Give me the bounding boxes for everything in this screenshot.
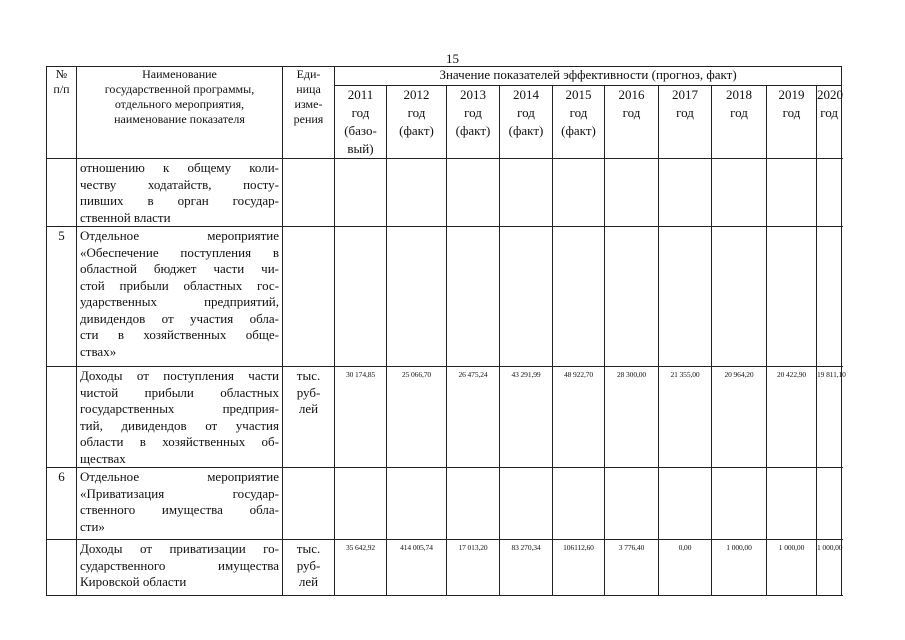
header-year-sub: год: [464, 105, 482, 120]
row-number: [47, 159, 77, 227]
row-name-line: ударственных предприятий,: [80, 294, 279, 309]
value-cell-2020: [817, 159, 842, 227]
value-cell-2017: [659, 159, 712, 227]
value-cell-2020: [817, 227, 842, 367]
value-cell-2014: [500, 367, 553, 468]
indicators-table: [46, 66, 846, 596]
value-cell-2015: [553, 367, 605, 468]
header-name-line1: Наименование: [142, 67, 217, 81]
table-row: [47, 367, 842, 468]
header-year-sub: (факт): [455, 123, 491, 138]
row-name-line: отношению к общему коли-: [80, 160, 279, 175]
value-text: 20 964,20: [724, 370, 754, 379]
value-cell-2017: [659, 540, 712, 596]
row-unit-line: тыс.: [296, 368, 321, 383]
row-unit: [283, 159, 335, 227]
header-year-sub: (факт): [561, 123, 596, 138]
header-name-line2: государственной программы,: [104, 82, 255, 96]
value-text: 25 066,70: [401, 370, 432, 379]
table-row: [47, 468, 842, 540]
value-text: 414 005,74: [400, 543, 433, 552]
header-year-2014: [500, 86, 553, 159]
table-row: [47, 540, 842, 596]
value-cell-2012: [387, 540, 447, 596]
row-name-line: чистой прибыли областных: [80, 384, 279, 400]
row-unit-line: тыс.: [296, 541, 321, 556]
header-year-label: 2019: [778, 87, 805, 102]
row-name-line: Доходы от поступления части: [80, 368, 279, 383]
value-cell-2020: [817, 367, 846, 468]
value-cell-2011: [335, 159, 387, 227]
header-name-line3: отдельного мероприятия,: [114, 97, 245, 111]
header-year-label: 2012: [403, 87, 430, 102]
row-unit-line: руб-: [296, 384, 321, 400]
value-cell-2019: [767, 468, 817, 540]
value-text: 1 000,00: [726, 543, 752, 552]
header-year-label: 2017: [672, 87, 698, 102]
header-unit-line2: ница: [296, 82, 321, 96]
header-year-2016: [605, 86, 659, 159]
value-text: 26 475,24: [458, 370, 488, 379]
header-num-line1: №: [55, 67, 68, 81]
value-text: 17 013,20: [458, 543, 488, 552]
row-unit: [283, 540, 335, 596]
value-cell-2020: [817, 468, 842, 540]
header-year-2013: [447, 86, 500, 159]
value-cell-2016: [605, 468, 659, 540]
row-name-line: ственного имущества обла-: [80, 502, 279, 517]
header-num-line2: п/п: [53, 82, 70, 96]
row-name: [77, 367, 283, 468]
header-unit-cell: [283, 67, 335, 159]
value-cell-2013: [447, 367, 500, 468]
row-name: [77, 159, 283, 227]
header-year-2020: [817, 86, 842, 159]
value-cell-2017: [659, 367, 712, 468]
header-year-label: 2018: [726, 87, 752, 102]
value-cell-2019: [767, 540, 817, 596]
row-name-line: «Приватизация государ-: [80, 485, 279, 501]
row-name-line: областной бюджет части чи-: [80, 261, 279, 276]
value-text: 43 291,99: [511, 370, 541, 379]
value-cell-2015: [553, 468, 605, 540]
value-cell-2013: [447, 159, 500, 227]
value-cell-2019: [767, 159, 817, 227]
value-text: 0,00: [678, 543, 692, 552]
value-cell-2014: [500, 468, 553, 540]
value-cell-2014: [500, 540, 553, 596]
row-name-line: «Обеспечение поступления в: [80, 244, 279, 260]
row-unit: [283, 468, 335, 540]
value-cell-2014: [500, 227, 553, 367]
header-year-sub: год: [676, 105, 694, 120]
row-name-line: ществах: [80, 450, 126, 466]
row-name-line: дивидендов от участия обла-: [80, 310, 279, 326]
row-unit: [283, 227, 335, 367]
row-unit: [283, 367, 335, 468]
header-name-line4: наименование показателя: [114, 112, 245, 126]
table-row: [47, 227, 842, 367]
row-name-line: пивших в орган государ-: [80, 193, 279, 208]
row-name-line: сти»: [80, 518, 105, 534]
value-cell-2013: [447, 227, 500, 367]
row-name: [77, 540, 283, 596]
row-name: [77, 227, 283, 367]
header-year-sub: год: [820, 105, 838, 120]
value-cell-2014: [500, 159, 553, 227]
value-cell-2012: [387, 159, 447, 227]
row-name-line: сти в хозяйственных обще-: [80, 327, 279, 342]
value-cell-2020: [817, 540, 842, 596]
header-values-title: Значение показателей эффективности (прогноз, факт): [335, 67, 842, 86]
value-text: 1 000,00: [817, 543, 843, 552]
value-cell-2015: [553, 159, 605, 227]
row-name-line: области в хозяйственных об-: [80, 434, 279, 449]
value-cell-2013: [447, 540, 500, 596]
value-cell-2016: [605, 540, 659, 596]
header-year-sub: год: [622, 105, 641, 120]
value-cell-2018: [712, 367, 767, 468]
header-year-label: 2014: [513, 87, 539, 102]
row-name-line: честву ходатайств, посту-: [80, 176, 279, 192]
value-cell-2012: [387, 227, 447, 367]
value-cell-2016: [605, 159, 659, 227]
header-year-sub: год: [351, 105, 370, 120]
value-text: 30 174,85: [345, 370, 376, 379]
value-text: 21 355,00: [670, 370, 700, 379]
value-cell-2011: [335, 540, 387, 596]
value-text: 3 776,40: [618, 543, 645, 552]
header-unit-line3: изме-: [294, 97, 323, 111]
header-year-label: 2015: [565, 87, 592, 102]
header-unit-line1: Еди-: [296, 67, 321, 81]
page-number: 15: [446, 51, 459, 66]
row-name-line: ственной власти: [80, 209, 171, 225]
header-unit-line4: рения: [293, 112, 324, 126]
header-year-sub: год: [569, 105, 588, 120]
header-year-2015: [553, 86, 605, 159]
value-cell-2019: [767, 227, 817, 367]
header-year-label: 2016: [618, 87, 645, 102]
table-row: [47, 159, 842, 227]
value-cell-2015: [553, 540, 605, 596]
value-cell-2011: [335, 227, 387, 367]
row-name-line: Отдельное мероприятие: [80, 228, 279, 243]
row-unit-line: руб-: [296, 557, 321, 573]
value-cell-2017: [659, 227, 712, 367]
value-cell-2019: [767, 367, 817, 468]
row-number: 6: [47, 468, 77, 540]
value-cell-2013: [447, 468, 500, 540]
header-year-sub: год: [782, 105, 801, 120]
row-name: [77, 468, 283, 540]
header-year-2017: [659, 86, 712, 159]
header-year-label: 2013: [460, 87, 486, 102]
value-text: 20 422,90: [776, 370, 807, 379]
row-unit-line: лей: [298, 401, 319, 416]
value-cell-2016: [605, 227, 659, 367]
value-cell-2018: [712, 540, 767, 596]
row-name-line: сударственного имущества: [80, 557, 279, 573]
value-cell-2011: [335, 468, 387, 540]
value-cell-2016: [605, 367, 659, 468]
header-year-label: 2011: [347, 87, 374, 102]
value-cell-2012: [387, 468, 447, 540]
value-cell-2017: [659, 468, 712, 540]
row-unit-line: лей: [298, 574, 319, 589]
value-cell-2011: [335, 367, 387, 468]
row-number: [47, 540, 77, 596]
row-name-line: тий, дивидендов от участия: [80, 417, 279, 433]
value-text: 1 000,00: [778, 543, 805, 552]
value-cell-2015: [553, 227, 605, 367]
header-year-label: 2020: [817, 87, 843, 102]
header-year-sub: (факт): [399, 123, 434, 138]
value-text: 19 811,10: [817, 370, 846, 379]
row-name-line: Кировской области: [80, 574, 187, 589]
header-year-sub: (базо-: [344, 123, 377, 138]
header-year-sub: (факт): [508, 123, 544, 138]
row-number: 5: [47, 227, 77, 367]
value-text: 48 922,70: [563, 370, 594, 379]
table-body: [47, 159, 846, 596]
value-cell-2018: [712, 227, 767, 367]
row-name-line: стой прибыли областных гос-: [80, 277, 279, 293]
value-text: 106112,60: [563, 543, 594, 552]
row-name-line: государственных предприя-: [80, 401, 279, 416]
header-year-sub: год: [730, 105, 748, 120]
value-cell-2012: [387, 367, 447, 468]
row-name-line: Доходы от приватизации го-: [80, 541, 279, 556]
value-text: 83 270,34: [511, 543, 541, 552]
header-name-cell: [77, 67, 283, 159]
value-text: 35 642,92: [345, 543, 376, 552]
value-cell-2018: [712, 468, 767, 540]
header-year-sub: год: [517, 105, 535, 120]
header-year-sub: вый): [347, 141, 374, 156]
header-num-cell: [47, 67, 77, 159]
header-year-2018: [712, 86, 767, 159]
value-text: 28 300,00: [616, 370, 647, 379]
row-name-line: Отдельное мероприятие: [80, 469, 279, 484]
header-year-sub: год: [407, 105, 426, 120]
row-name-line: ствах»: [80, 343, 117, 359]
header-year-2019: [767, 86, 817, 159]
row-number: [47, 367, 77, 468]
header-year-2012: [387, 86, 447, 159]
value-cell-2018: [712, 159, 767, 227]
header-year-2011: [335, 86, 387, 159]
